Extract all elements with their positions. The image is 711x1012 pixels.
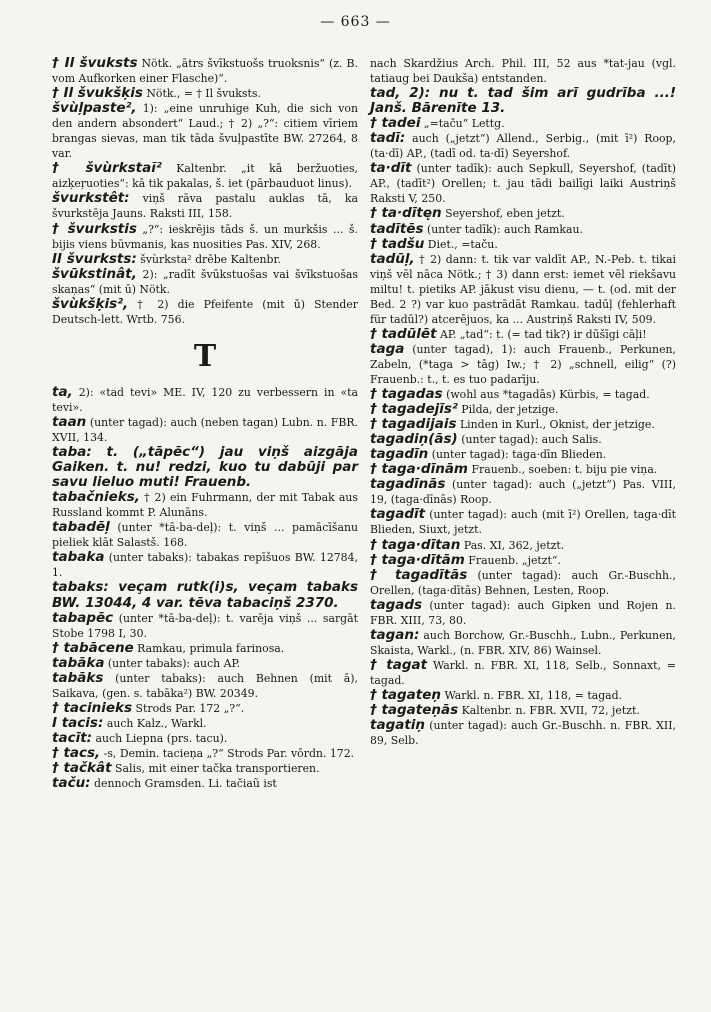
entry-text: Pilda, der jetzige. <box>457 403 559 417</box>
entry-text: † 2) die Pfeifente (mit ū) Stender Deutsch-lett. Wrtb. 756. <box>52 297 358 326</box>
dictionary-entry <box>370 568 676 598</box>
dictionary-entry <box>370 553 676 568</box>
dictionary-entry <box>52 761 358 776</box>
dictionary-entry <box>370 718 676 748</box>
entry-text: Nötk. „ātrs švīkstuošs truoksnis“ (z. B. vom Aufkorken einer Flasche)“. <box>52 57 358 86</box>
entry-text: (unter tagad): auch Salis. <box>457 433 602 447</box>
entry-text: 1): „eine unruhige Kuh, die sich von den andern absondert“ Laud.; † 2) „?“: citiem vīriem brangas sievas, man tik tāda švuļpastīte BW. 27264, 8 var. <box>52 102 358 161</box>
entry-text: (unter tagad): auch Gr.-Buschh., Orellen, (taga·dītās) Behnen, Lesten, Roop. <box>370 568 676 597</box>
entry-text: 2): „radīt švūkstuošas vai švīkstuošas skaņas“ (mit ū) Nötk. <box>52 267 358 296</box>
entry-text: (unter tadīk): auch Ramkau. <box>423 222 583 236</box>
right-column <box>370 56 676 748</box>
entry-text: Linden in Kurl., Oknist, der jetzige. <box>456 418 655 432</box>
dictionary-entry <box>370 598 676 628</box>
dictionary-entry <box>370 658 676 688</box>
entry-headword: taču: <box>52 775 91 792</box>
entry-headword: † švurkstis <box>52 220 137 237</box>
entry-headword: taba: t. („tāpēc“) jau viņš aizgāja Gaiken. t. nu! redzi, kuo tu dabūji par savu lieluo muti! Frauenb. <box>52 444 358 491</box>
dictionary-entry <box>370 116 676 131</box>
entry-text: Seyershof, eben jetzt. <box>441 207 565 221</box>
entry-text: Frauenb., soeben: t. biju pie viņa. <box>468 463 658 477</box>
entry-text: Kaltenbr. n. FBR. XVII, 72, jetzt. <box>458 704 640 718</box>
entry-headword: tabāka <box>52 654 105 671</box>
entry-headword: tadūļ, <box>370 250 415 267</box>
dictionary-entry <box>52 731 358 746</box>
entry-text: auch Kalz., Warkl. <box>103 716 207 730</box>
entry-headword: † taga·dīnām <box>370 461 468 478</box>
dictionary-entry <box>52 86 358 101</box>
entry-text: dennoch Gramsden. Li. tačiaũ ist <box>90 777 277 791</box>
entry-text: (unter tagad): taga·dīn Blieden. <box>428 448 607 462</box>
entry-text: Ramkau, primula farinosa. <box>133 641 285 655</box>
entry-text: švùrksta² drēbe Kaltenbr. <box>136 252 281 266</box>
entry-headword: taga <box>370 340 405 357</box>
entry-headword: † tagadītās <box>370 566 468 583</box>
entry-text: (wohl aus *tagadās) Kürbis, = tagad. <box>442 388 650 402</box>
entry-text: „=taču“ Lettg. <box>420 117 505 131</box>
page-number: — 663 — <box>320 14 391 30</box>
entry-headword: † švùrkstaĩ² <box>52 160 162 177</box>
dictionary-entry <box>370 161 676 206</box>
entry-text: (unter *tā-ba-deļ): t. varēja viņš ... sargāt Stobe 1798 I, 30. <box>52 611 358 640</box>
entry-text: Warkl. n. FBR. XI, 118, = tagad. <box>441 688 623 702</box>
entry-headword: švurkstêt: <box>52 190 130 207</box>
entry-headword: švūkstinât, <box>52 265 137 282</box>
dictionary-entry <box>52 56 358 86</box>
dictionary-entry <box>370 206 676 221</box>
section-letter: T <box>193 338 217 374</box>
entry-text: nach Skardžius Arch. Phil. III, 52 aus *tat-jau (vgl. tatiaug bei Daukša) entstanden. <box>370 57 676 86</box>
dictionary-entry <box>52 445 358 490</box>
entry-headword: I tacis: <box>52 714 104 731</box>
dictionary-entry <box>52 191 358 221</box>
dictionary-entry <box>52 580 358 610</box>
entry-headword: tagads <box>370 596 423 613</box>
dictionary-entry <box>52 746 358 761</box>
entry-text: Nötk., = † Il švuksts. <box>142 87 261 101</box>
entry-headword: † tabācene <box>52 639 134 656</box>
entry-text: auch Liepna (prs. tacu). <box>92 731 228 745</box>
entry-headword: † taga·dītām <box>370 551 465 568</box>
entry-text: (unter tagad): auch („jetzt“) Pas. VIII, 19, (taga·dīnās) Roop. <box>370 478 676 507</box>
dictionary-entry <box>370 447 676 462</box>
entry-headword: tagadīn <box>370 446 429 463</box>
dictionary-entry <box>52 671 358 701</box>
entry-headword: ta, <box>52 383 73 400</box>
entry-text: -s, Demin. tacieņa „?“ Strods Par. vōrdn. 172. <box>100 746 355 760</box>
entry-text: Pas. XI, 362, jetzt. <box>460 538 565 552</box>
entry-text: auch Borchow, Gr.-Buschh., Lubn., Perkunen, Skaista, Warkl., (n. FBR. XIV, 86) Wainsel. <box>370 628 676 657</box>
entry-text: (unter tabaks): tabakas repīšuos BW. 12784, 1. <box>52 551 358 580</box>
dictionary-entry <box>370 703 676 718</box>
entry-text: viņš rāva pastalu auklas tā, ka švurkstēja Jauns. Raksti III, 158. <box>52 192 358 221</box>
entry-text: 2): «tad tevi» ME. IV, 120 zu verbessern in «ta tevi». <box>52 385 358 414</box>
entry-headword: taan <box>52 413 87 430</box>
dictionary-entry <box>370 628 676 658</box>
entry-headword: II švurksts: <box>52 250 137 267</box>
entry-headword: tad, 2): nu t. tad šim arī gudrība ...! Janš. Bārenīte 13. <box>370 85 676 117</box>
entry-headword: tabaks: veçam rutk(i)s, veçam tabaks BW. 13044, 4 var. tēva tabaciņš 2370. <box>52 579 358 611</box>
dictionary-entry <box>370 237 676 252</box>
entry-headword: † taga·dītan <box>370 536 461 553</box>
entry-text: (unter tagad): auch (mit ī²) Orellen, taga·dīt Blieden, Siuxt, jetzt. <box>370 508 676 537</box>
dictionary-entry <box>370 342 676 387</box>
entry-text: Strods Par. 172 „?“. <box>132 701 245 715</box>
dictionary-entry <box>370 327 676 342</box>
entry-headword: tagadīt <box>370 506 426 523</box>
entry-text: Kaltenbr. „it kā beržuoties, aizķeŗuoties“: kā tik pakalas, š. iet (pārbauduot linus). <box>52 162 359 191</box>
entry-text: Frauenb. „jetzt“. <box>464 553 561 567</box>
entry-headword: † tačkât <box>52 760 112 777</box>
entry-headword: tacīt: <box>52 729 93 746</box>
entry-headword: tabačnieks, <box>52 489 140 506</box>
dictionary-entry <box>370 688 676 703</box>
dictionary-entry <box>370 417 676 432</box>
entry-headword: tagan: <box>370 626 420 643</box>
dictionary-entry <box>52 267 358 297</box>
dictionary-entry <box>52 385 358 415</box>
dictionary-entry <box>370 131 676 161</box>
dictionary-entry <box>52 490 358 520</box>
dictionary-entry <box>52 550 358 580</box>
entry-headword: tagatiņ <box>370 717 426 734</box>
entry-headword: tabaka <box>52 549 105 566</box>
entry-text: (unter *tā-ba-deļ): t. viņš ... pamācīšanu pieliek klāt Salastš. 168. <box>52 521 358 550</box>
entry-headword: tagadiņ(ās) <box>370 431 458 448</box>
dictionary-entry <box>370 252 676 327</box>
entry-headword: † tagateņās <box>370 702 459 719</box>
dictionary-entry <box>52 656 358 671</box>
entry-headword: † ta·dītęn <box>370 205 442 222</box>
entry-headword: tagadīnās <box>370 476 446 493</box>
entry-headword: † tagateņ <box>370 686 442 703</box>
entry-headword: tabāks <box>52 669 104 686</box>
entry-text: (unter tagad): auch Gipken und Rojen n. FBR. XIII, 73, 80. <box>370 598 676 627</box>
entry-text: (unter tagad): auch Gr.-Buschh. n. FBR. XII, 89, Selb. <box>370 719 676 748</box>
entry-headword: tabadēļ <box>52 519 110 536</box>
entry-headword: † tagadas <box>370 386 443 403</box>
entry-headword: tabapēc <box>52 609 114 626</box>
entry-headword: † tagadejīs² <box>370 401 458 418</box>
entry-text: Diet., =taču. <box>424 237 498 251</box>
dictionary-entry <box>370 432 676 447</box>
entry-text: † 2) ein Fuhrmann, der mit Tabak aus Russland kommt P. Alunāns. <box>52 491 358 520</box>
entry-headword: švùkšķis², <box>52 295 129 312</box>
left-column <box>52 56 358 791</box>
entry-headword: † Il švuksts <box>52 55 138 71</box>
entry-text: (unter tabaks): auch AP. <box>104 656 241 670</box>
dictionary-entry <box>52 161 358 191</box>
entry-text: (unter tadīk): auch Sepkull, Seyershof, (tadīt) AP., (tadīt²) Orellen; t. jau tādi bailīgi laiki Austriņš Raksti V, 250. <box>370 162 676 206</box>
dictionary-entry <box>370 462 676 477</box>
dictionary-entry <box>370 86 676 116</box>
dictionary-entry <box>52 101 358 161</box>
entry-headword: † tadšu <box>370 235 425 252</box>
entry-headword: † tagadijais <box>370 416 457 433</box>
entry-text: „?“: ieskrējis tāds š. un murkšis ... š. bijis viens būvmanis, kas nuosities Pas. XIV, 268. <box>52 222 358 251</box>
dictionary-entry <box>52 641 358 656</box>
entry-headword: † tagat <box>370 656 428 673</box>
entry-headword: švùļpaste², <box>52 100 137 117</box>
dictionary-entry <box>370 402 676 417</box>
entry-headword: † tadūlēt <box>370 325 437 342</box>
dictionary-entry <box>370 222 676 237</box>
entry-text: AP. „tad“: t. (= tad tik?) ir dūšīgi cāļi! <box>436 327 647 341</box>
dictionary-entry <box>52 611 358 641</box>
entry-headword: tadītēs <box>370 220 424 237</box>
entry-headword: tadī: <box>370 130 406 147</box>
dictionary-entry <box>52 222 358 252</box>
entry-text: † 2) dann: t. tik var valdīt AP., N.-Peb. t. tikai viņš vēl nāca Nötk.; † 3) dann erst: iemet vēl riekšavu miltu! t. pietiks AP. jākust visu dienu, — t. (od. mit der Bed. 2 ?) var kuo pastrādāt Ramkau. tadūļ (fehlerhaft für tadūl?) atcerējuos, ka ... Austriņš Raksti IV, 509. <box>370 252 676 326</box>
dictionary-entry <box>370 56 676 86</box>
entry-headword: ta·dīt <box>370 160 412 177</box>
dictionary-entry <box>52 252 358 267</box>
entry-headword: † tacinieks <box>52 699 133 716</box>
entry-headword: † tacs, <box>52 744 101 761</box>
dictionary-entry <box>370 387 676 402</box>
entry-text: (unter tagad), 1): auch Frauenb., Perkunen, Zabeln, (*taga > tāg) Iw.; † 2) „schnell, eilig“ (?) Frauenb.: t., t. es tuo padarīju. <box>370 342 676 386</box>
entry-headword: † Il švukšķis <box>52 85 143 102</box>
entry-text: auch („jetzt“) Allend., Serbig., (mit ī²) Roop, (ta·dī) AP., (tadī od. ta·dī) Seyershof. <box>370 132 676 161</box>
dictionary-entry <box>52 716 358 731</box>
dictionary-entry <box>52 297 358 327</box>
entry-text: (unter tabaks): auch Behnen (mit ā), Saikava, (gen. s. tabāka²) BW. 20349. <box>52 671 358 700</box>
dictionary-entry <box>370 538 676 553</box>
dictionary-entry <box>52 415 358 445</box>
entry-text: Warkl. n. FBR. XI, 118, Selb., Sonnaxt, = tagad. <box>370 658 676 687</box>
dictionary-entry <box>52 520 358 550</box>
entry-headword: † tadei <box>370 115 421 132</box>
dictionary-entry <box>370 507 676 537</box>
entry-text: Salis, mit einer tačka transportieren. <box>111 762 320 776</box>
dictionary-entry <box>52 776 358 791</box>
dictionary-entry <box>52 701 358 716</box>
dictionary-entry <box>370 477 676 507</box>
entry-text: (unter tagad): auch (neben tagan) Lubn. n. FBR. XVII, 134. <box>52 415 358 444</box>
